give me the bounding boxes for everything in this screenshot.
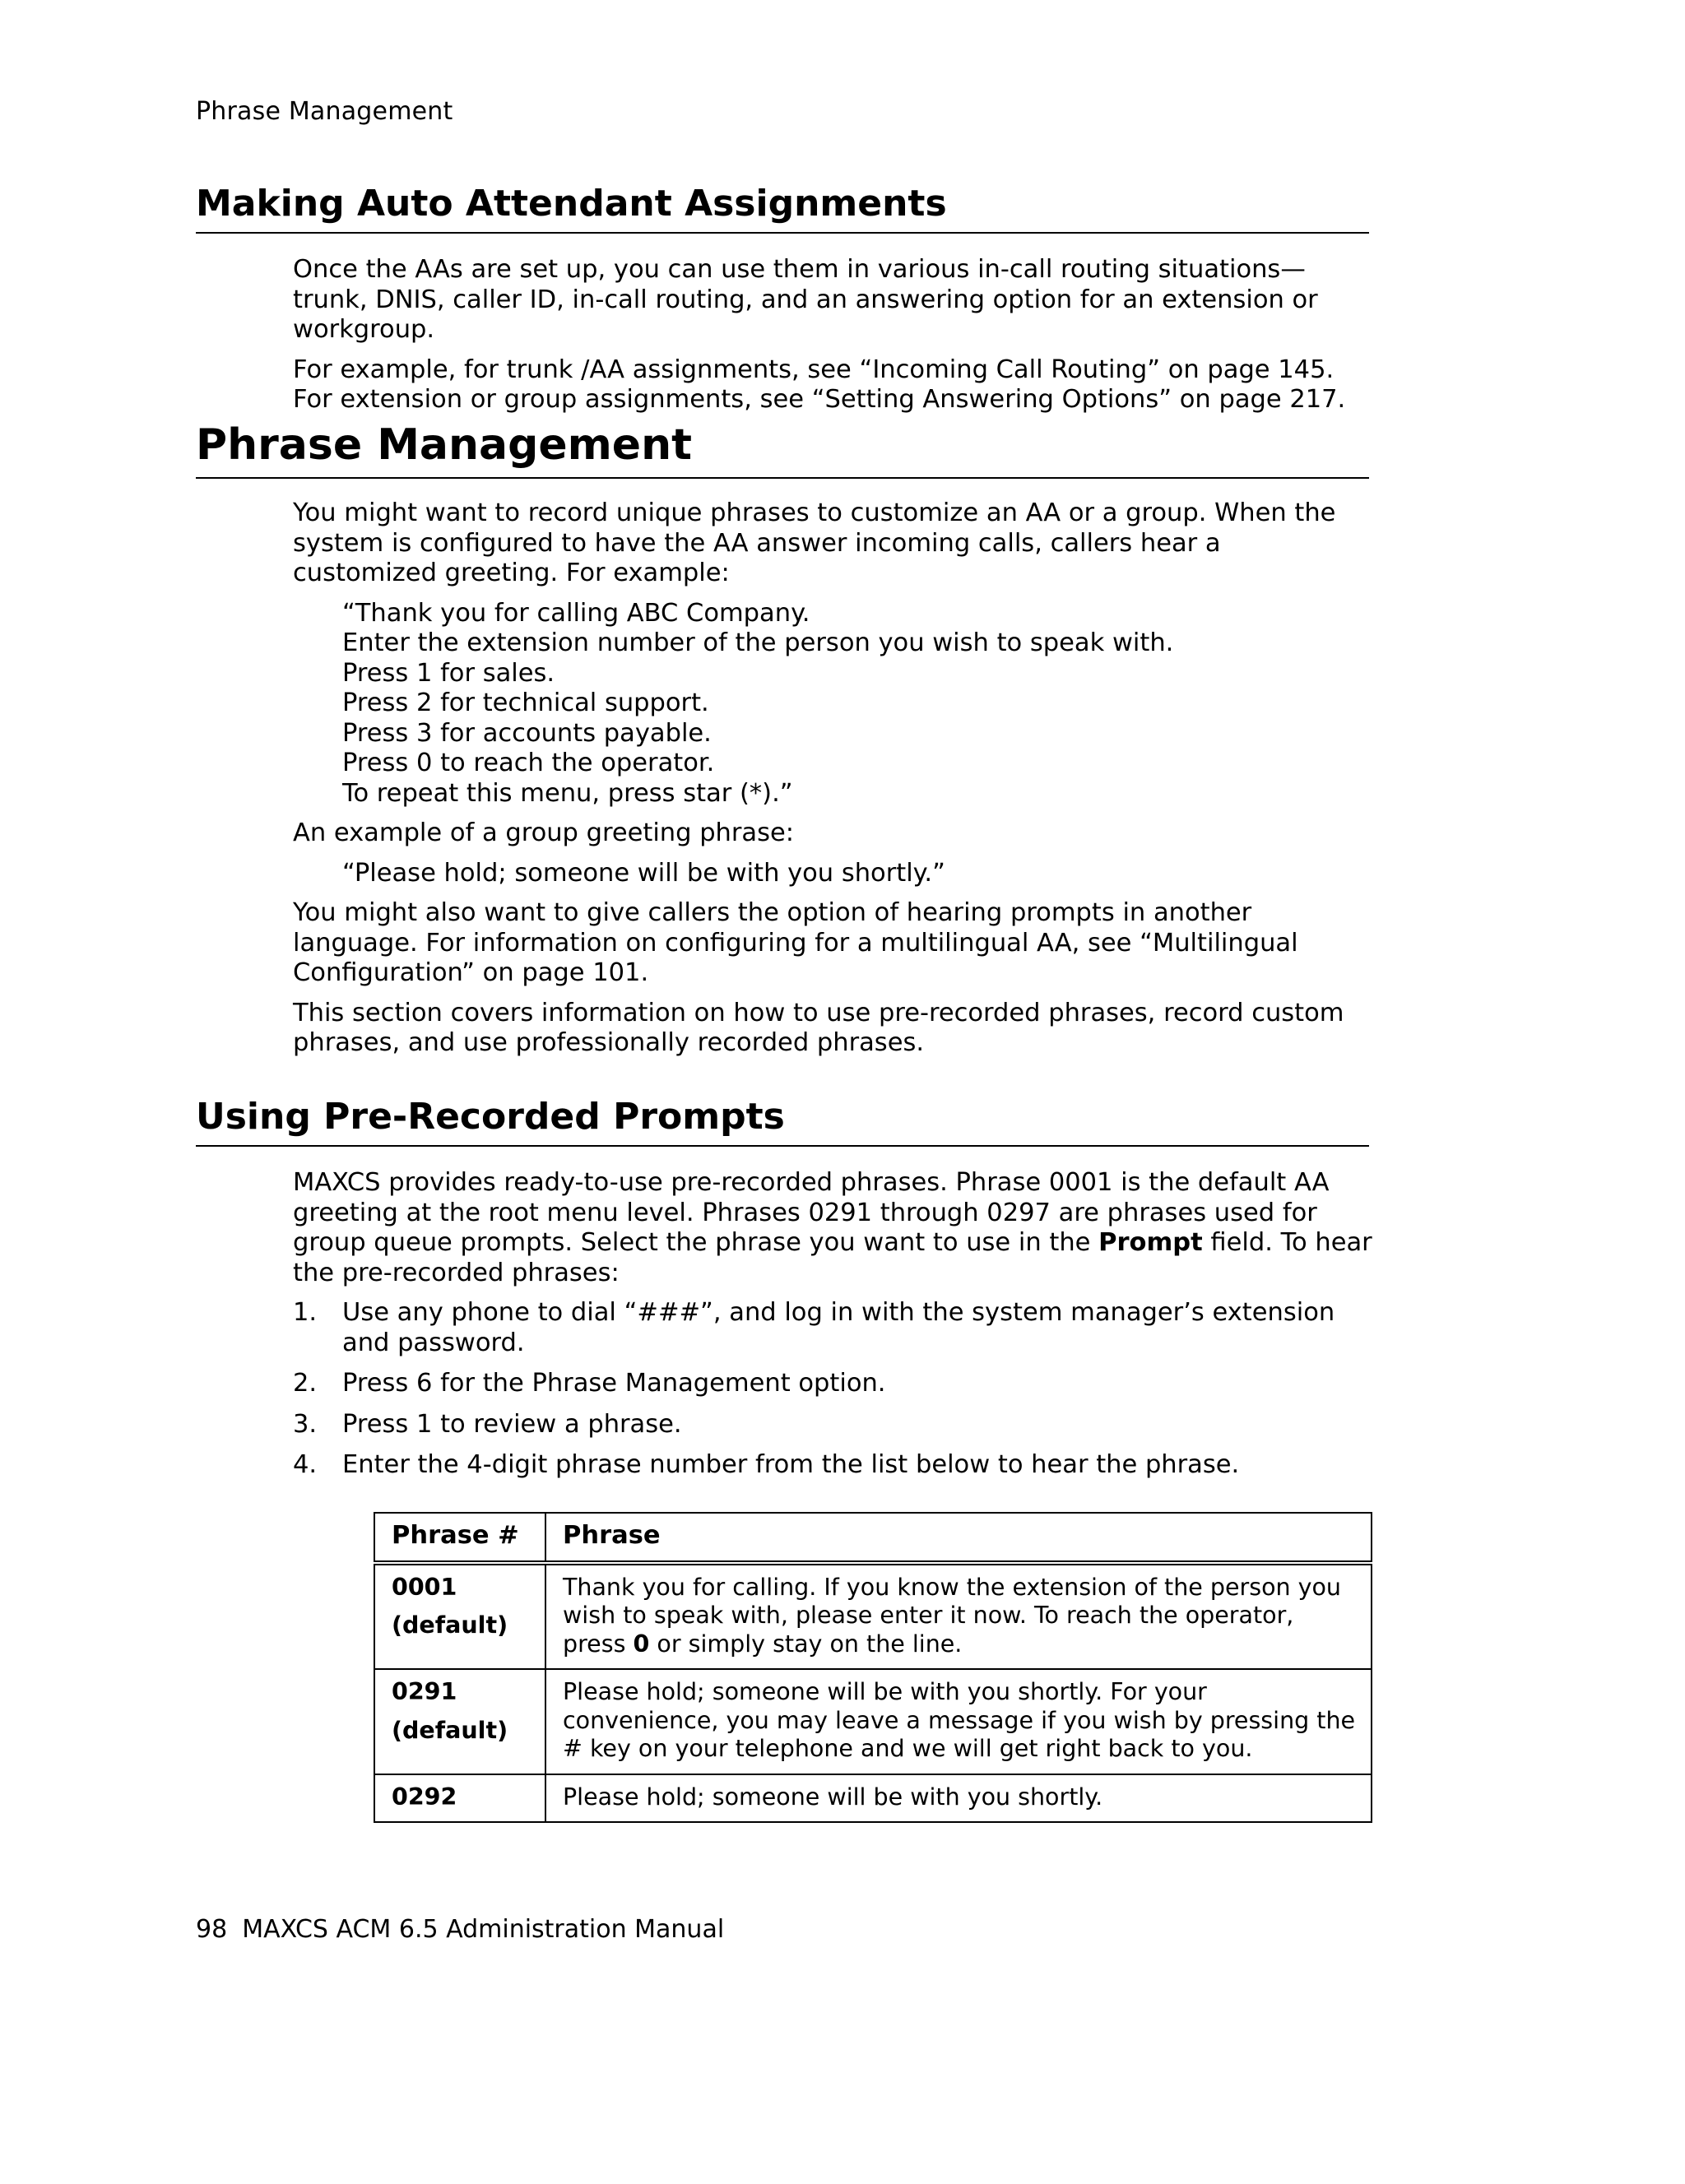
step-number: 1. [293, 1298, 318, 1327]
manual-title: MAXCS ACM 6.5 Administration Manual [242, 1915, 725, 1944]
table-row [374, 1669, 1372, 1774]
section-aa-body [293, 255, 1372, 425]
paragraph: You might want to record unique phrases to customize an AA or a group. When the system is configured to have the AA answer incoming calls, callers hear a customized greeting. For example: [293, 498, 1336, 587]
paragraph: Once the AAs are set up, you can use them in various in-call routing situations—trunk, DNIS, caller ID, in-call routing, and an answering option for an extension or workgroup. [293, 255, 1318, 344]
table-row [374, 1774, 1372, 1823]
table-row [374, 1563, 1372, 1670]
phrase-number: 0001 [392, 1573, 457, 1601]
step-number: 2. [293, 1369, 318, 1398]
phrase-number-cell [374, 1669, 545, 1774]
quote-line: Press 3 for accounts payable. [342, 718, 712, 748]
quote-line: Press 2 for technical support. [342, 689, 709, 717]
default-note: (default) [392, 1716, 508, 1744]
phrase-table [374, 1512, 1372, 1823]
paragraph-text: MAXCS provides ready-to-use pre-recorded phrases. Phrase 0001 is the default AA greeting at the root menu level. Phrases 0291 through 0297 are phrases used for group queue prompts. Select the phrase you want to use in the [293, 1168, 1330, 1257]
column-header-phrase-number: Phrase # [374, 1513, 545, 1563]
list-item [293, 1298, 1372, 1358]
paragraph: This section covers information on how to use pre-recorded phrases, record custom phrases, and use professionally recorded phrases. [293, 998, 1344, 1057]
step-number: 4. [293, 1450, 318, 1479]
operator-key: 0 [633, 1630, 650, 1658]
list-item [293, 1450, 1372, 1481]
prompt-field-name: Prompt [1098, 1228, 1203, 1257]
steps-list [293, 1298, 1372, 1481]
quote-line: Press 1 for sales. [342, 658, 555, 688]
table-header-row [374, 1513, 1372, 1563]
phrase-text-cell [545, 1563, 1372, 1670]
list-item [293, 1369, 1372, 1399]
paragraph [293, 1168, 1372, 1288]
list-item [293, 1410, 1372, 1440]
paragraph-text: field. To hear the pre-recorded phrases: [293, 1228, 1372, 1287]
column-header-phrase: Phrase [545, 1513, 1372, 1563]
page-footer [196, 1915, 724, 1945]
step-text: Enter the 4-digit phrase number from the list below to hear the phrase. [342, 1450, 1240, 1479]
section-prompts-body [293, 1168, 1372, 1491]
phrase-number: 0292 [392, 1783, 457, 1811]
heading-using-pre-recorded-prompts: Using Pre-Recorded Prompts [196, 1096, 1369, 1147]
section-pm-body [293, 498, 1372, 1069]
step-text: Press 6 for the Phrase Management option. [342, 1369, 886, 1398]
paragraph: An example of a group greeting phrase: [293, 818, 795, 847]
phrase-number: 0291 [392, 1678, 457, 1705]
quote-line: Press 0 to reach the operator. [342, 749, 715, 777]
paragraph: For example, for trunk /AA assignments, see “Incoming Call Routing” on page 145. For extension or group assignments, see “Setting Answering Options” on page 217. [293, 355, 1346, 414]
heading-phrase-management: Phrase Management [196, 420, 1369, 479]
step-text: Use any phone to dial “###”, and log in with the system manager’s extension and password. [342, 1298, 1335, 1357]
phrase-text: or simply stay on the line. [649, 1630, 963, 1658]
group-greeting-example: “Please hold; someone will be with you shortly.” [342, 858, 945, 888]
phrase-text-cell: Please hold; someone will be with you shortly. [545, 1774, 1372, 1823]
paragraph: You might also want to give callers the option of hearing prompts in another language. For information on configuring for a multilingual AA, see “Multilingual Configuration” on page 101. [293, 898, 1298, 987]
aa-greeting-example [342, 599, 1372, 809]
default-note: (default) [392, 1611, 508, 1639]
step-text: Press 1 to review a phrase. [342, 1409, 682, 1439]
quote-line: Enter the extension number of the person you wish to speak with. [342, 628, 1174, 657]
quote-line: To repeat this menu, press star (*).” [342, 778, 793, 808]
phrase-text: Thank you for calling. If you know the extension of the person you wish to speak with, please enter it now. To reach the operator, press [563, 1573, 1341, 1658]
phrase-text-cell: Please hold; someone will be with you shortly. For your convenience, you may leave a message if you wish by pressing the # key on your telephone and we will get right back to you. [545, 1669, 1372, 1774]
step-number: 3. [293, 1409, 318, 1439]
page-number: 98 [196, 1915, 228, 1944]
heading-making-aa-assignments: Making Auto Attendant Assignments [196, 183, 1369, 234]
quote-line: “Thank you for calling ABC Company. [342, 598, 810, 628]
running-header: Phrase Management [196, 97, 453, 126]
phrase-number-cell [374, 1563, 545, 1670]
phrase-number-cell [374, 1774, 545, 1823]
